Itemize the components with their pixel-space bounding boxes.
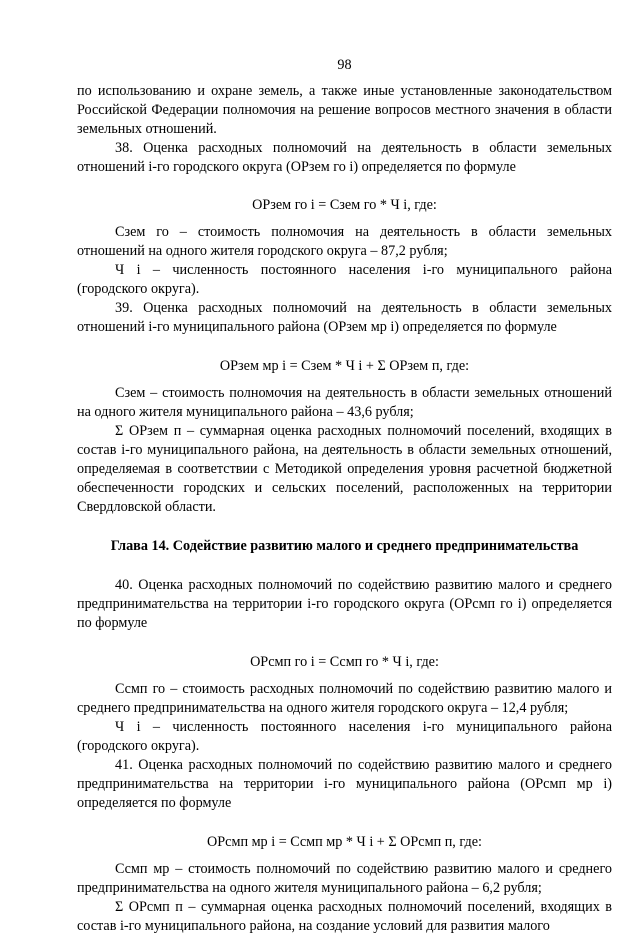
definition-40-cost: Ссмп го – стоимость расходных полномочий по содействию развитию малого и среднего предпринимательства на одного жителя городского округа – 12,4 рубля; xyxy=(77,681,612,716)
chapter-heading: Глава 14. Содействие развитию малого и среднего предпринимательства xyxy=(110,538,579,554)
definition-40-population: Ч i – численность постоянного населения i-го муниципального района (городского округа). xyxy=(77,719,612,754)
paragraph-41: 41. Оценка расходных полномочий по содействию развитию малого и среднего предпринимательства на территории i-го муниципального района (ОРсмп мр i) определяется по формуле xyxy=(77,757,612,811)
definition-39-sum: Σ ОРзем п – суммарная оценка расходных полномочий поселений, входящих в состав i-го муниципального района, на деятельность в области земельных отношений, определяемая в соответствии с Методикой определения уровня расчетной бюджетной обеспеченности городских и сельских поселений, расположенных на территории Свердловской области. xyxy=(77,423,612,515)
paragraph-39: 39. Оценка расходных полномочий на деятельность в области земельных отношений i-го муниципального района (ОРзем мр i) определяется по формуле xyxy=(77,300,612,335)
definition-39-cost: Сзем – стоимость полномочия на деятельность в области земельных отношений на одного жителя муниципального района – 43,6 рубля; xyxy=(77,385,612,420)
formula-39: ОРзем мр i = Сзем * Ч i + Σ ОРзем п, где: xyxy=(219,358,470,374)
definition-41-cost: Ссмп мр – стоимость полномочий по содействию развитию малого и среднего предпринимательства на одного жителя муниципального района – 6,2 рубля; xyxy=(77,861,612,896)
document-page xyxy=(77,56,612,936)
formula-38: ОРзем го i = Сзем го * Ч i, где: xyxy=(252,197,437,213)
paragraph-40: 40. Оценка расходных полномочий по содействию развитию малого и среднего предпринимательства на территории i-го городского округа (ОРсмп го i) определяется по формуле xyxy=(77,577,612,631)
paragraph-continuation: по использованию и охране земель, а также иные установленные законодательством Российской Федерации полномочия на решение вопросов местного значения в области земельных отношений. xyxy=(77,83,612,137)
definition-41-sum: Σ ОРсмп п – суммарная оценка расходных полномочий поселений, входящих в состав i-го муниципального района, на создание условий для развития малого xyxy=(77,899,612,934)
definition-38-population: Ч i – численность постоянного населения i-го муниципального района (городского округа). xyxy=(77,262,612,297)
definition-38-cost: Сзем го – стоимость полномочия на деятельность в области земельных отношений на одного жителя городского округа – 87,2 рубля; xyxy=(77,224,612,259)
page-number: 98 xyxy=(337,57,352,73)
paragraph-38: 38. Оценка расходных полномочий на деятельность в области земельных отношений i-го городского округа (ОРзем го i) определяется по формуле xyxy=(77,140,612,175)
formula-41: ОРсмп мр i = Ссмп мр * Ч i + Σ ОРсмп п, где: xyxy=(207,834,482,850)
formula-40: ОРсмп го i = Ссмп го * Ч i, где: xyxy=(250,654,439,670)
